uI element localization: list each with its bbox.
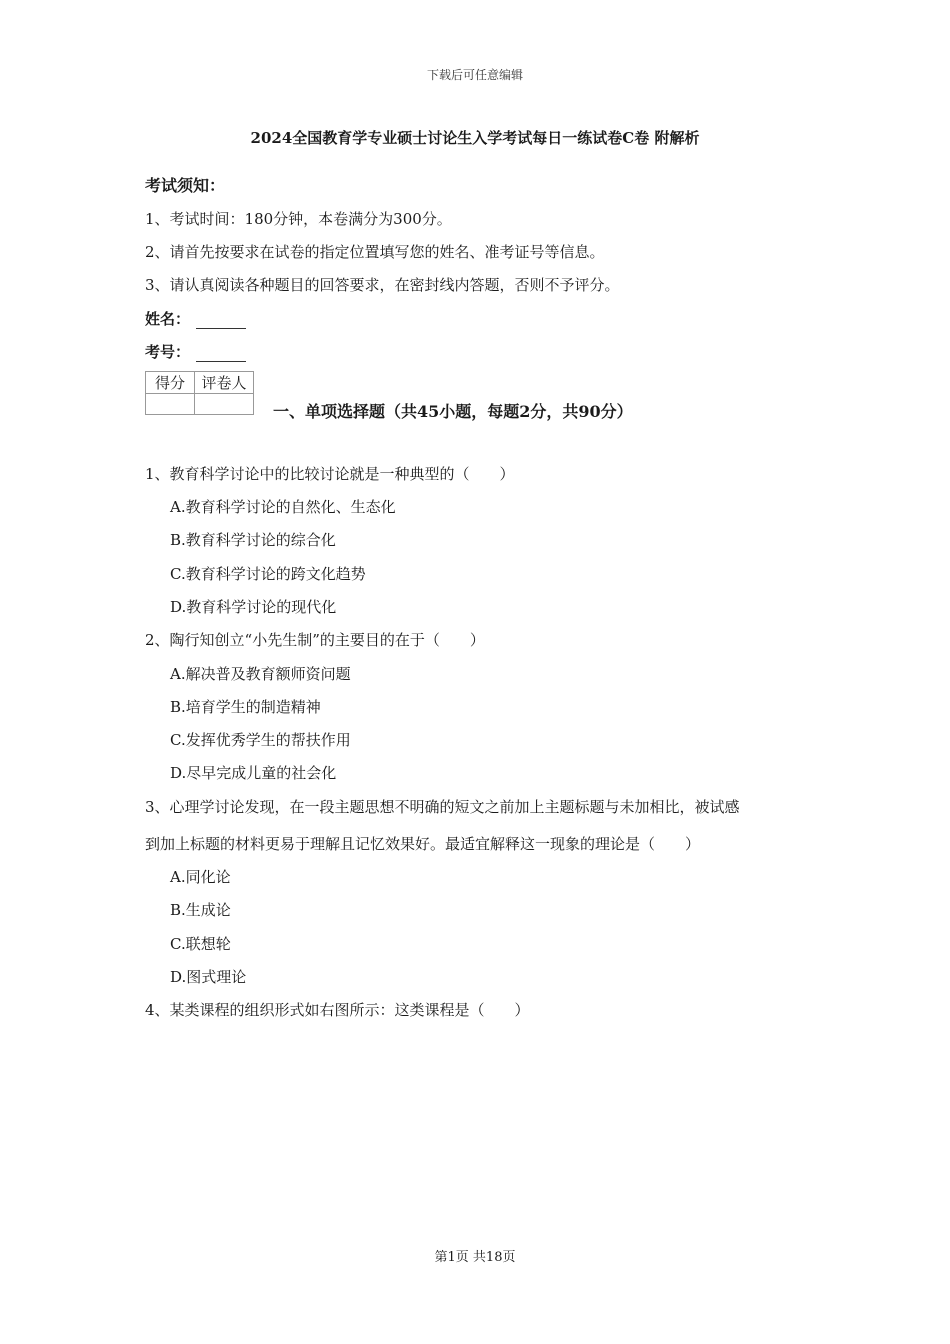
notice-heading: 考试须知： bbox=[145, 176, 226, 195]
question-option: A.解决普及教育额师资问题 bbox=[170, 665, 351, 683]
notice-item: 2、请首先按要求在试卷的指定位置填写您的姓名、准考证号等信息。 bbox=[145, 243, 605, 261]
score-cell[interactable] bbox=[146, 394, 195, 415]
question-option: B.生成论 bbox=[170, 901, 231, 919]
question-stem: 4、某类课程的组织形式如右图所示：这类课程是（ ） bbox=[145, 1001, 530, 1019]
question-option: C.发挥优秀学生的帮扶作用 bbox=[170, 731, 351, 749]
question-option: B.培育学生的制造精神 bbox=[170, 698, 321, 716]
grader-cell[interactable] bbox=[195, 394, 254, 415]
header-note: 下载后可任意编辑 bbox=[426, 68, 523, 82]
question-option: A.同化论 bbox=[170, 868, 231, 886]
notice-item: 3、请认真阅读各种题目的回答要求，在密封线内答题，否则不予评分。 bbox=[145, 276, 620, 294]
name-label: 姓名： bbox=[145, 310, 191, 328]
question-stem: 1、教育科学讨论中的比较讨论就是一种典型的（ ） bbox=[145, 465, 515, 483]
score-box bbox=[145, 371, 254, 415]
question-option: D.图式理论 bbox=[170, 968, 247, 986]
question-option: D.教育科学讨论的现代化 bbox=[170, 598, 337, 616]
question-stem: 3、心理学讨论发现，在一段主题思想不明确的短文之前加上主题标题与未加相比，被试感 bbox=[145, 798, 740, 816]
question-option: D.尽早完成儿童的社会化 bbox=[170, 764, 337, 782]
question-option: B.教育科学讨论的综合化 bbox=[170, 531, 336, 549]
question-option: C.联想轮 bbox=[170, 935, 231, 953]
grader-header: 评卷人 bbox=[195, 372, 254, 394]
exam-number-label: 考号： bbox=[145, 343, 191, 361]
exam-number-field-row bbox=[145, 341, 246, 362]
exam-number-blank[interactable] bbox=[196, 345, 246, 362]
name-blank[interactable] bbox=[196, 312, 246, 329]
document-title: 2024全国教育学专业硕士讨论生入学考试每日一练试卷C卷 附解析 bbox=[250, 129, 700, 147]
question-option: A.教育科学讨论的自然化、生态化 bbox=[170, 498, 396, 516]
question-stem-continued: 到加上标题的材料更易于理解且记忆效果好。最适宜解释这一现象的理论是（ ） bbox=[145, 835, 701, 853]
section-title: 一、单项选择题（共45小题，每题2分，共90分） bbox=[273, 402, 633, 421]
question-option: C.教育科学讨论的跨文化趋势 bbox=[170, 565, 366, 583]
question-stem: 2、陶行知创立“小先生制”的主要目的在于（ ） bbox=[145, 631, 485, 649]
notice-item: 1、考试时间：180分钟，本卷满分为300分。 bbox=[145, 210, 452, 228]
page-footer: 第1页 共18页 bbox=[434, 1250, 516, 1265]
name-field-row bbox=[145, 308, 246, 329]
score-header: 得分 bbox=[146, 372, 195, 394]
